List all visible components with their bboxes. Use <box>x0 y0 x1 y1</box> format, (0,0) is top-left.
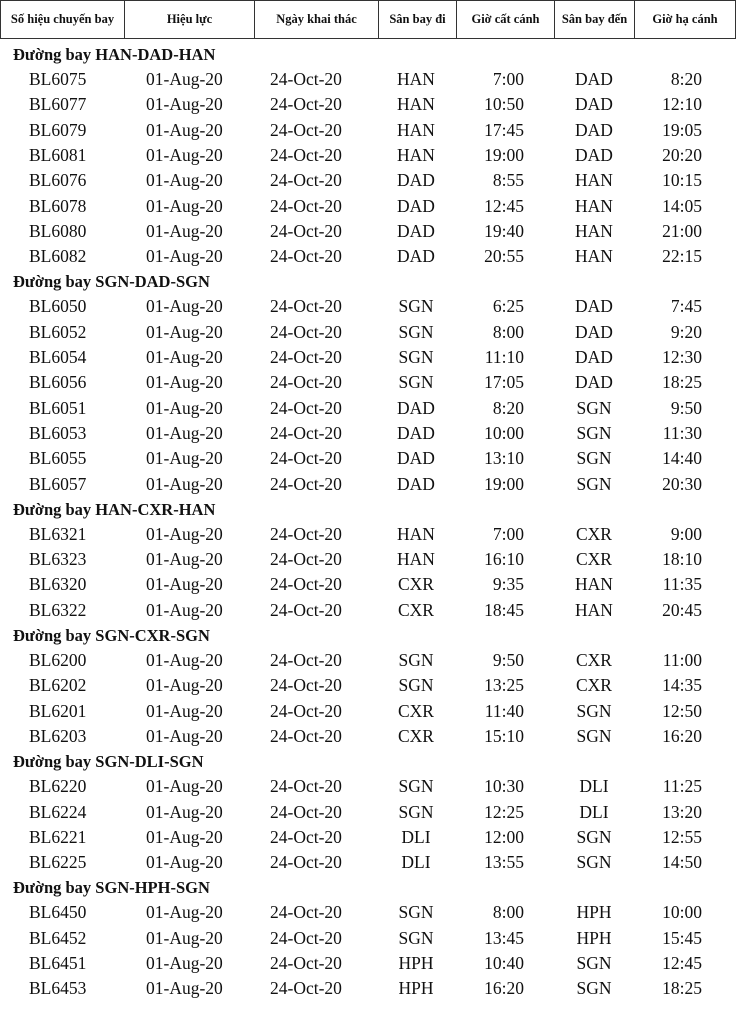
departure-airport: HAN <box>397 549 435 570</box>
table-row <box>0 825 737 850</box>
departure-time: 16:20 <box>484 978 524 999</box>
departure-airport: DAD <box>397 397 435 418</box>
departure-airport: DAD <box>397 473 435 494</box>
arrival-time: 12:10 <box>662 94 702 115</box>
operation-date: 24-Oct-20 <box>270 347 342 367</box>
effective-date: 01-Aug-20 <box>146 523 223 544</box>
arrival-airport: SGN <box>576 448 612 469</box>
arrival-airport: DAD <box>575 321 613 342</box>
departure-airport: SGN <box>398 927 434 948</box>
arrival-airport: DAD <box>575 296 613 317</box>
departure-airport: SGN <box>398 675 434 696</box>
arrival-airport: SGN <box>576 422 612 443</box>
flight-number: BL6225 <box>29 852 87 873</box>
departure-time: 7:00 <box>492 523 524 544</box>
operation-date: 24-Oct-20 <box>270 826 342 847</box>
arrival-airport: SGN <box>576 953 612 973</box>
effective-date: 01-Aug-20 <box>146 246 223 267</box>
effective-date: 01-Aug-20 <box>146 826 223 847</box>
effective-date: 01-Aug-20 <box>146 574 223 595</box>
operation-date: 24-Oct-20 <box>270 599 342 620</box>
header-flight-no: Số hiệu chuyến bay <box>0 1 124 38</box>
route-title: Đường bay SGN-CXR-SGN <box>13 626 210 645</box>
flight-number: BL6052 <box>29 321 87 342</box>
table-row <box>0 800 737 825</box>
table-row <box>0 370 737 395</box>
flight-number: BL6200 <box>29 650 87 670</box>
table-row <box>0 320 737 345</box>
table-row <box>0 598 737 623</box>
arrival-airport: DAD <box>575 347 613 367</box>
flight-number: BL6076 <box>29 170 87 191</box>
arrival-airport: HPH <box>576 902 612 923</box>
departure-airport: HAN <box>397 144 435 165</box>
departure-time: 11:10 <box>484 347 524 367</box>
operation-date: 24-Oct-20 <box>270 978 342 999</box>
arrival-time: 13:20 <box>662 801 702 822</box>
departure-airport: CXR <box>398 574 434 595</box>
departure-airport: HAN <box>397 119 435 140</box>
arrival-time: 18:25 <box>662 372 702 393</box>
flight-number: BL6051 <box>29 397 87 418</box>
flight-number: BL6079 <box>29 119 87 140</box>
table-row <box>0 774 737 799</box>
arrival-time: 20:30 <box>662 473 702 494</box>
arrival-airport: SGN <box>576 700 612 721</box>
header-dep-airport: Sân bay đi <box>378 1 456 38</box>
departure-time: 13:55 <box>484 852 524 873</box>
departure-airport: HAN <box>397 69 435 89</box>
departure-airport: DLI <box>401 852 431 873</box>
effective-date: 01-Aug-20 <box>146 725 223 746</box>
departure-airport: DAD <box>397 220 435 241</box>
route-title: Đường bay HAN-DAD-HAN <box>13 45 216 64</box>
flight-number: BL6203 <box>29 725 87 746</box>
flight-number: BL6082 <box>29 246 87 267</box>
arrival-time: 20:20 <box>662 144 702 165</box>
arrival-time: 20:45 <box>662 599 702 620</box>
operation-date: 24-Oct-20 <box>270 246 342 267</box>
arrival-time: 10:15 <box>662 170 702 191</box>
arrival-airport: CXR <box>576 675 612 696</box>
flight-number: BL6221 <box>29 826 87 847</box>
arrival-time: 11:00 <box>662 650 702 670</box>
operation-date: 24-Oct-20 <box>270 422 342 443</box>
departure-airport: SGN <box>398 321 434 342</box>
departure-airport: HPH <box>398 978 434 999</box>
departure-time: 8:55 <box>492 170 524 191</box>
operation-date: 24-Oct-20 <box>270 927 342 948</box>
flight-number: BL6053 <box>29 422 87 443</box>
departure-time: 17:45 <box>484 119 524 140</box>
flight-number: BL6056 <box>29 372 87 393</box>
arrival-airport: HAN <box>575 574 613 595</box>
effective-date: 01-Aug-20 <box>146 675 223 696</box>
table-header <box>0 0 736 39</box>
effective-date: 01-Aug-20 <box>146 776 223 797</box>
departure-airport: CXR <box>398 599 434 620</box>
flight-number: BL6202 <box>29 675 87 696</box>
departure-time: 8:00 <box>492 902 524 923</box>
arrival-time: 9:00 <box>670 523 702 544</box>
arrival-time: 12:45 <box>662 953 702 973</box>
departure-time: 17:05 <box>484 372 524 393</box>
arrival-airport: DLI <box>579 801 609 822</box>
table-row <box>0 976 737 1001</box>
arrival-airport: HPH <box>576 927 612 948</box>
header-operation: Ngày khai thác <box>254 1 378 38</box>
effective-date: 01-Aug-20 <box>146 321 223 342</box>
departure-airport: DAD <box>397 422 435 443</box>
table-row <box>0 850 737 875</box>
route-title: Đường bay HAN-CXR-HAN <box>13 499 216 519</box>
arrival-airport: CXR <box>576 650 612 670</box>
operation-date: 24-Oct-20 <box>270 321 342 342</box>
effective-date: 01-Aug-20 <box>146 448 223 469</box>
departure-time: 12:25 <box>484 801 524 822</box>
arrival-airport: HAN <box>575 246 613 267</box>
effective-date: 01-Aug-20 <box>146 170 223 191</box>
table-row <box>0 194 737 219</box>
table-row <box>0 118 737 143</box>
operation-date: 24-Oct-20 <box>270 296 342 317</box>
operation-date: 24-Oct-20 <box>270 170 342 191</box>
departure-time: 7:00 <box>492 69 524 89</box>
table-row <box>0 446 737 471</box>
departure-time: 13:45 <box>484 927 524 948</box>
flight-number: BL6080 <box>29 220 87 241</box>
arrival-time: 16:20 <box>662 725 702 746</box>
operation-date: 24-Oct-20 <box>270 372 342 393</box>
route-title: Đường bay SGN-DLI-SGN <box>13 752 204 772</box>
flight-number: BL6075 <box>29 69 87 89</box>
flight-number: BL6081 <box>29 144 87 165</box>
arrival-airport: DLI <box>579 776 609 797</box>
flight-number: BL6224 <box>29 801 87 822</box>
arrival-time: 18:10 <box>662 549 702 570</box>
arrival-airport: SGN <box>576 397 612 418</box>
table-row <box>0 648 737 673</box>
flight-number: BL6054 <box>29 347 87 367</box>
flight-number: BL6323 <box>29 549 87 570</box>
flight-number: BL6077 <box>29 94 87 115</box>
departure-airport: DAD <box>397 195 435 216</box>
operation-date: 24-Oct-20 <box>270 852 342 873</box>
route-title: Đường bay SGN-DAD-SGN <box>13 272 210 292</box>
flight-number: BL6451 <box>29 953 87 973</box>
operation-date: 24-Oct-20 <box>270 473 342 494</box>
effective-date: 01-Aug-20 <box>146 978 223 999</box>
arrival-time: 9:20 <box>670 321 702 342</box>
arrival-time: 8:20 <box>670 69 702 89</box>
arrival-airport: HAN <box>575 220 613 241</box>
arrival-airport: CXR <box>576 549 612 570</box>
operation-date: 24-Oct-20 <box>270 69 342 89</box>
effective-date: 01-Aug-20 <box>146 953 223 973</box>
arrival-time: 21:00 <box>662 220 702 241</box>
arrival-airport: DAD <box>575 69 613 89</box>
arrival-airport: SGN <box>576 473 612 494</box>
effective-date: 01-Aug-20 <box>146 650 223 670</box>
table-row <box>0 294 737 319</box>
flight-number: BL6220 <box>29 776 87 797</box>
header-effective: Hiệu lực <box>124 1 254 38</box>
arrival-time: 15:45 <box>662 927 702 948</box>
operation-date: 24-Oct-20 <box>270 801 342 822</box>
table-row <box>0 926 737 951</box>
effective-date: 01-Aug-20 <box>146 927 223 948</box>
arrival-time: 11:30 <box>662 422 702 443</box>
arrival-airport: SGN <box>576 826 612 847</box>
table-row <box>0 345 737 370</box>
departure-airport: DAD <box>397 170 435 191</box>
effective-date: 01-Aug-20 <box>146 195 223 216</box>
arrival-time: 14:50 <box>662 852 702 873</box>
departure-time: 19:00 <box>484 144 524 165</box>
route-title: Đường bay SGN-HPH-SGN <box>13 878 210 898</box>
operation-date: 24-Oct-20 <box>270 902 342 923</box>
table-row <box>0 572 737 597</box>
arrival-airport: CXR <box>576 523 612 544</box>
arrival-time: 18:25 <box>662 978 702 999</box>
departure-time: 8:20 <box>492 397 524 418</box>
flight-number: BL6452 <box>29 927 87 948</box>
departure-time: 11:40 <box>484 700 524 721</box>
effective-date: 01-Aug-20 <box>146 599 223 620</box>
effective-date: 01-Aug-20 <box>146 220 223 241</box>
departure-airport: HAN <box>397 94 435 115</box>
flight-number: BL6050 <box>29 296 87 317</box>
departure-time: 19:00 <box>484 473 524 494</box>
arrival-time: 14:40 <box>662 448 702 469</box>
arrival-time: 10:00 <box>662 902 702 923</box>
departure-airport: CXR <box>398 725 434 746</box>
departure-time: 10:40 <box>484 953 524 973</box>
flight-number: BL6201 <box>29 700 87 721</box>
effective-date: 01-Aug-20 <box>146 119 223 140</box>
arrival-time: 12:50 <box>662 700 702 721</box>
arrival-airport: DAD <box>575 372 613 393</box>
arrival-time: 7:45 <box>670 296 702 317</box>
operation-date: 24-Oct-20 <box>270 523 342 544</box>
departure-time: 9:50 <box>492 650 524 670</box>
arrival-time: 12:55 <box>662 826 702 847</box>
table-row <box>0 900 737 925</box>
table-row <box>0 673 737 698</box>
arrival-airport: DAD <box>575 94 613 115</box>
arrival-airport: DAD <box>575 119 613 140</box>
operation-date: 24-Oct-20 <box>270 220 342 241</box>
header-arr-airport: Sân bay đến <box>554 1 634 38</box>
departure-time: 19:40 <box>484 220 524 241</box>
departure-airport: SGN <box>398 372 434 393</box>
effective-date: 01-Aug-20 <box>146 144 223 165</box>
flight-number: BL6057 <box>29 473 87 494</box>
operation-date: 24-Oct-20 <box>270 119 342 140</box>
arrival-time: 19:05 <box>662 119 702 140</box>
departure-time: 16:10 <box>484 549 524 570</box>
departure-time: 18:45 <box>484 599 524 620</box>
operation-date: 24-Oct-20 <box>270 144 342 165</box>
flight-number: BL6321 <box>29 523 87 544</box>
table-row <box>0 699 737 724</box>
operation-date: 24-Oct-20 <box>270 725 342 746</box>
effective-date: 01-Aug-20 <box>146 347 223 367</box>
departure-time: 12:45 <box>484 195 524 216</box>
flight-number: BL6078 <box>29 195 87 216</box>
departure-airport: SGN <box>398 801 434 822</box>
header-dep-time: Giờ cất cánh <box>456 1 554 38</box>
table-row <box>0 724 737 749</box>
arrival-time: 14:35 <box>662 675 702 696</box>
flight-number: BL6453 <box>29 978 87 999</box>
arrival-airport: HAN <box>575 599 613 620</box>
departure-airport: SGN <box>398 650 434 670</box>
operation-date: 24-Oct-20 <box>270 675 342 696</box>
arrival-time: 11:35 <box>662 574 702 595</box>
departure-time: 12:00 <box>484 826 524 847</box>
arrival-time: 11:25 <box>662 776 702 797</box>
departure-time: 6:25 <box>492 296 524 317</box>
arrival-airport: SGN <box>576 978 612 999</box>
operation-date: 24-Oct-20 <box>270 397 342 418</box>
flight-number: BL6055 <box>29 448 87 469</box>
table-row <box>0 522 737 547</box>
table-row <box>0 951 737 976</box>
flight-number: BL6320 <box>29 574 87 595</box>
operation-date: 24-Oct-20 <box>270 549 342 570</box>
arrival-time: 12:30 <box>662 347 702 367</box>
effective-date: 01-Aug-20 <box>146 397 223 418</box>
arrival-airport: DAD <box>575 144 613 165</box>
departure-airport: CXR <box>398 700 434 721</box>
departure-time: 9:35 <box>492 574 524 595</box>
effective-date: 01-Aug-20 <box>146 94 223 115</box>
effective-date: 01-Aug-20 <box>146 372 223 393</box>
effective-date: 01-Aug-20 <box>146 422 223 443</box>
flight-number: BL6450 <box>29 902 87 923</box>
departure-time: 10:50 <box>484 94 524 115</box>
table-row <box>0 244 737 269</box>
arrival-airport: HAN <box>575 195 613 216</box>
arrival-time: 9:50 <box>670 397 702 418</box>
effective-date: 01-Aug-20 <box>146 473 223 494</box>
table-row <box>0 421 737 446</box>
arrival-airport: SGN <box>576 852 612 873</box>
departure-time: 8:00 <box>492 321 524 342</box>
departure-airport: SGN <box>398 776 434 797</box>
table-row <box>0 67 737 92</box>
arrival-time: 22:15 <box>662 246 702 267</box>
table-row <box>0 219 737 244</box>
arrival-airport: HAN <box>575 170 613 191</box>
departure-airport: DAD <box>397 448 435 469</box>
departure-time: 15:10 <box>484 725 524 746</box>
departure-time: 13:25 <box>484 675 524 696</box>
departure-time: 13:10 <box>484 448 524 469</box>
departure-airport: HAN <box>397 523 435 544</box>
flight-number: BL6322 <box>29 599 87 620</box>
departure-time: 10:00 <box>484 422 524 443</box>
operation-date: 24-Oct-20 <box>270 574 342 595</box>
effective-date: 01-Aug-20 <box>146 296 223 317</box>
table-row <box>0 547 737 572</box>
departure-time: 10:30 <box>484 776 524 797</box>
operation-date: 24-Oct-20 <box>270 776 342 797</box>
table-row <box>0 396 737 421</box>
table-row <box>0 92 737 117</box>
effective-date: 01-Aug-20 <box>146 852 223 873</box>
operation-date: 24-Oct-20 <box>270 195 342 216</box>
operation-date: 24-Oct-20 <box>270 953 342 973</box>
effective-date: 01-Aug-20 <box>146 700 223 721</box>
departure-time: 20:55 <box>484 246 524 267</box>
table-row <box>0 168 737 193</box>
departure-airport: SGN <box>398 902 434 923</box>
effective-date: 01-Aug-20 <box>146 902 223 923</box>
arrival-time: 14:05 <box>662 195 702 216</box>
departure-airport: SGN <box>398 296 434 317</box>
table-row <box>0 472 737 497</box>
header-arr-time: Giờ hạ cánh <box>634 1 736 38</box>
departure-airport: SGN <box>398 347 434 367</box>
departure-airport: HPH <box>398 953 434 973</box>
operation-date: 24-Oct-20 <box>270 448 342 469</box>
effective-date: 01-Aug-20 <box>146 69 223 89</box>
departure-airport: DLI <box>401 826 431 847</box>
table-row <box>0 143 737 168</box>
effective-date: 01-Aug-20 <box>146 801 223 822</box>
operation-date: 24-Oct-20 <box>270 650 342 670</box>
departure-airport: DAD <box>397 246 435 267</box>
arrival-airport: SGN <box>576 725 612 746</box>
operation-date: 24-Oct-20 <box>270 700 342 721</box>
operation-date: 24-Oct-20 <box>270 94 342 115</box>
effective-date: 01-Aug-20 <box>146 549 223 570</box>
